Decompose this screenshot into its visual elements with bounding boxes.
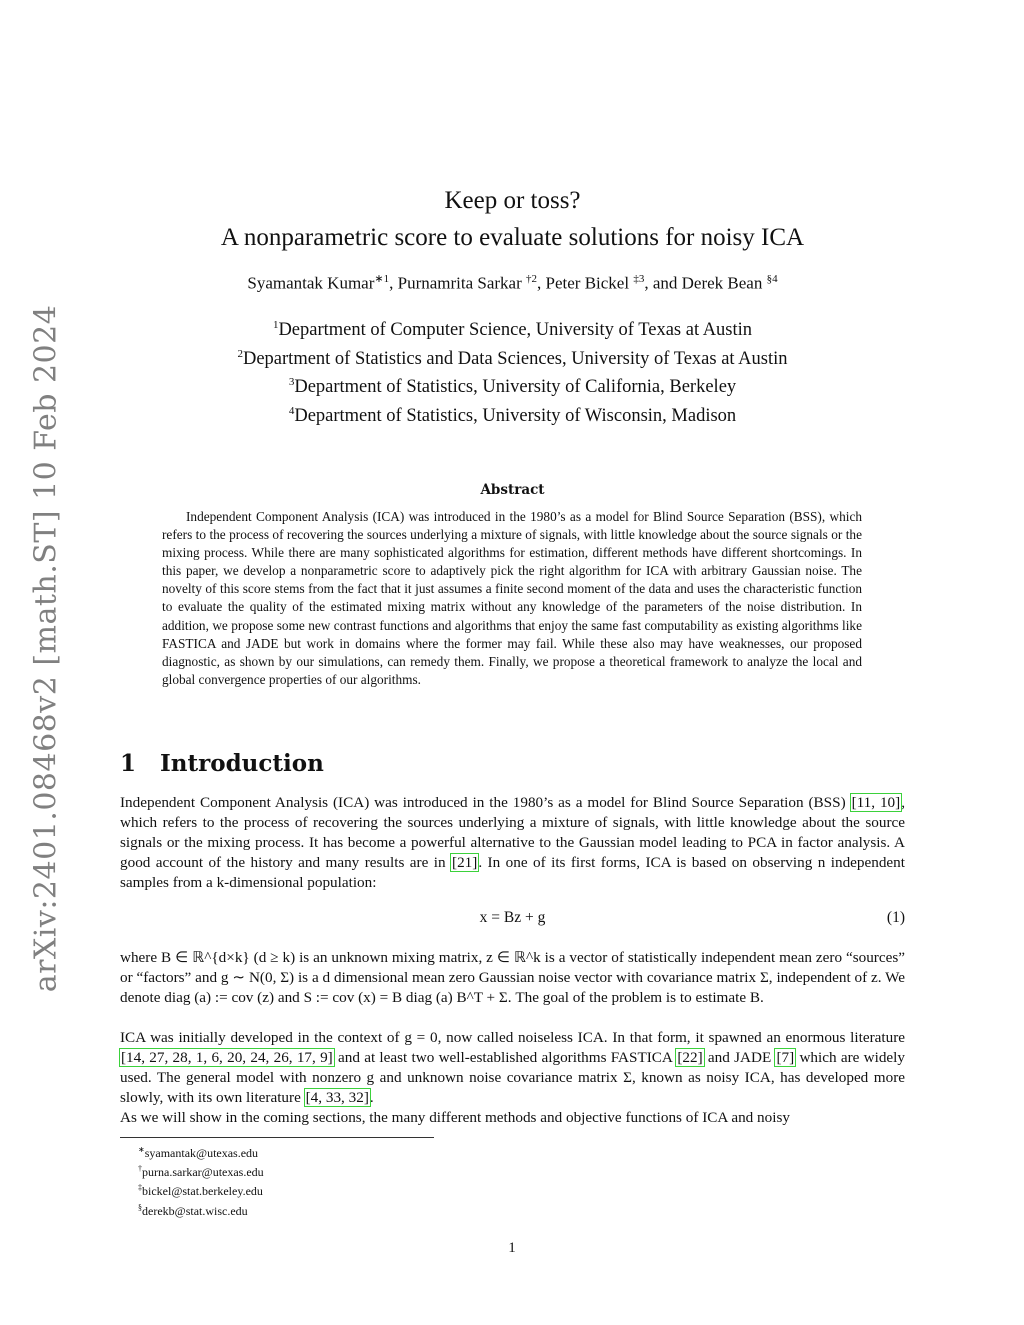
citation-link[interactable]: [22] bbox=[677, 1049, 703, 1067]
affiliation: $^2$Department of Statistics and Data Sciences, University of Texas at Austin bbox=[237, 347, 788, 369]
intro-paragraph-1: Independent Component Analysis (ICA) was introduced in the 1980’s as a model for Blind Source Separation (BSS) [11, 10], which refers to the process of recovering the sources underlying a mixture of signals, with little knowledge about the source signals or the mixing process. It has become a powerful alternative to the Gaussian model leading to PCA in factor analysis. A good account of the history and many results are in [21]. In one of its first forms, ICA is based on observing n independent samples from a k-dimensional population: bbox=[120, 794, 905, 892]
equation-1 bbox=[120, 909, 905, 931]
author-mark: ∗1 bbox=[374, 273, 390, 285]
author-name: Syamantak Kumar bbox=[247, 273, 375, 293]
arxiv-identifier: arXiv:2401.08468v2 [math.ST] 10 Feb 2024 bbox=[28, 304, 64, 992]
citation-link[interactable]: [14, 27, 28, 1, 6, 20, 24, 26, 17, 9] bbox=[121, 1049, 333, 1067]
intro-paragraph-4: As we will show in the coming sections, the many different methods and objective functions of ICA and noisy bbox=[120, 1109, 790, 1126]
affiliation: $^1$Department of Computer Science, University of Texas at Austin bbox=[272, 319, 753, 341]
intro-paragraph-2: where B ∈ ℝ^{d×k} (d ≥ k) is an unknown mixing matrix, z ∈ ℝ^k is a vector of statistically independent mean zero “sources” or “factors” and g ∼ N(0, Σ) is a d dimensional mean zero Gaussian noise vector with covariance matrix Σ, independent of z. We denote diag (a) := cov (z) and S := cov (x) = B diag (a) B^T + Σ. The goal of the problem is to estimate B. bbox=[120, 949, 905, 1007]
footnotes bbox=[138, 1142, 264, 1219]
footnote-divider bbox=[120, 1137, 434, 1138]
author-name: Purnamrita Sarkar bbox=[397, 273, 522, 293]
footnote: †purna.sarkar@utexas.edu bbox=[138, 1164, 264, 1180]
abstract-heading: Abstract bbox=[480, 482, 545, 498]
abstract-text: Independent Component Analysis (ICA) was introduced in the 1980’s as a model for Blind Source Separation (BSS), which refers to the process of recovering the sources underlying a mixture of signals, with little knowledge about the source signals or the mixing process. While there are many sophisticated algorithms for estimation, different methods have different shortcomings. In this paper, we develop a nonparametric score to adaptively pick the right algorithm for ICA with arbitrary Gaussian noise. The novelty of this score stems from the fact that it just assumes a finite second moment of the data and uses the characteristic function to evaluate the quality of the estimated mixing matrix without any knowledge of the parameters of the noise distribution. In addition, we propose some new contrast functions and algorithms that enjoy the same fast computability as existing algorithms like FASTICA and JADE but work in domains where the former may fail. While these also may have weaknesses, our proposed diagnostic, as shown by our simulations, can remedy them. Finally, we propose a theoretical framework to analyze the local and global convergence properties of our algorithms. bbox=[162, 509, 862, 687]
affiliation: $^3$Department of Statistics, University of California, Berkeley bbox=[288, 376, 737, 398]
title-line-1: Keep or toss? bbox=[444, 187, 581, 214]
email-link[interactable]: derekb@stat.wisc.edu bbox=[142, 1203, 248, 1218]
author-mark: ‡3 bbox=[633, 273, 645, 285]
author-name: Derek Bean bbox=[681, 273, 763, 293]
footnote: ‡bickel@stat.berkeley.edu bbox=[138, 1183, 263, 1199]
citation-link[interactable]: [21] bbox=[452, 854, 478, 872]
citation-link[interactable]: [4, 33, 32] bbox=[305, 1089, 369, 1107]
paper-title bbox=[120, 182, 905, 256]
author-list: Syamantak Kumar$^{∗1}$, Purnamrita Sarkar $^{\dagger 2}$, Peter Bickel $^{\ddagger 3}$, and Derek Bean $^{\S 4}$ bbox=[247, 273, 778, 293]
equation-number: (1) bbox=[886, 909, 905, 926]
intro-paragraph-3: ICA was initially developed in the context of g = 0, now called noiseless ICA. In that form, it spawned an enormous literature [14, 27, 28, 1, 6, 20, 24, 26, 17, 9] and at least two well-established algorithms FASTICA [22] and JADE [7] which are widely used. The general model with nonzero g and unknown noise covariance matrix Σ, known as noisy ICA, has developed more slowly, with its own literature [4, 33, 32]. bbox=[120, 1029, 905, 1107]
email-link[interactable]: syamantak@utexas.edu bbox=[144, 1146, 259, 1160]
citation-link[interactable]: [7] bbox=[776, 1049, 795, 1067]
author-mark: †2 bbox=[526, 273, 538, 285]
title-line-2: A nonparametric score to evaluate solutions for noisy ICA bbox=[220, 224, 805, 251]
affiliation: $^4$Department of Statistics, University of Wisconsin, Madison bbox=[288, 404, 737, 427]
page-number: 1 bbox=[508, 1240, 516, 1256]
citation-link[interactable]: [11, 10] bbox=[851, 794, 901, 811]
author-name: Peter Bickel bbox=[545, 273, 630, 293]
equation-body: x = Bz + g bbox=[479, 909, 546, 926]
footnote: §derekb@stat.wisc.edu bbox=[138, 1202, 248, 1218]
section-title: Introduction bbox=[160, 750, 324, 777]
author-mark: §4 bbox=[766, 273, 778, 285]
footnote: ∗syamantak@utexas.edu bbox=[138, 1145, 259, 1160]
section-number: 1 bbox=[120, 750, 137, 777]
section-heading bbox=[120, 750, 324, 777]
affiliation-list bbox=[120, 314, 905, 429]
email-link[interactable]: bickel@stat.berkeley.edu bbox=[142, 1184, 263, 1199]
email-link[interactable]: purna.sarkar@utexas.edu bbox=[142, 1165, 264, 1180]
